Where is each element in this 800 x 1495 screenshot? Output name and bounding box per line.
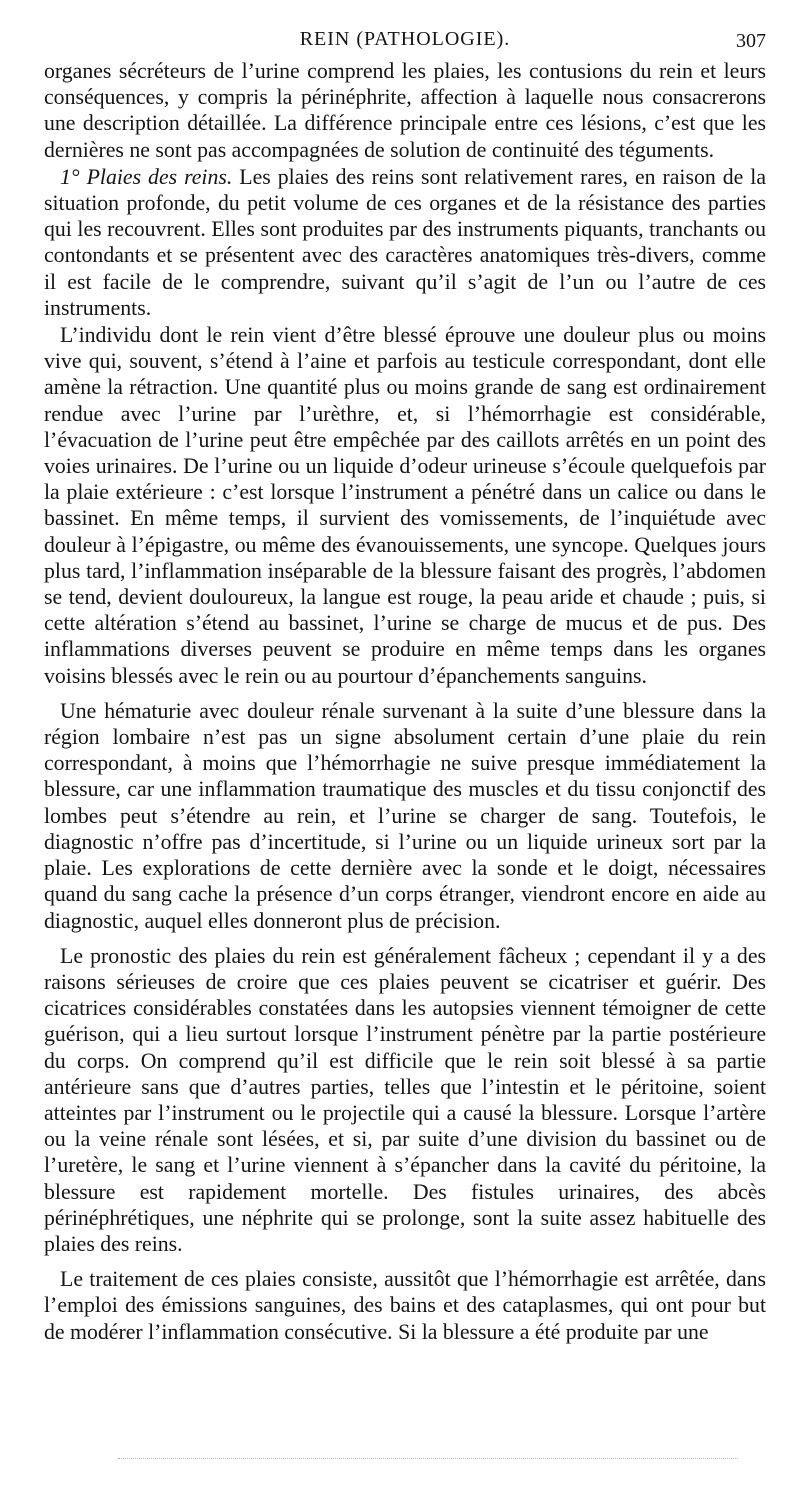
section-title: 1° Plaies des reins. — [60, 164, 233, 189]
page-header — [44, 28, 766, 62]
paragraph-text: organes sécréteurs de l’urine comprend les plaies, les contusions du rein et leurs conséquences, y compris la périnéphrite, affection à laquelle nous consacrerons une description détaillée. La différence principale entre ces lésions, c’est que les dernières ne sont pas accompagnées de solution de continuité des téguments. — [44, 59, 766, 162]
paragraph-text: Le traitement de ces plaies consiste, aussitôt que l’hémorrhagie est arrêtée, dans l’emploi des émissions sanguines, des bains et des cataplasmes, qui ont pour but de modérer l’inflammation consécutive. Si la blessure a été produite par une — [44, 1267, 766, 1344]
running-head: REIN (PATHOLOGIE). — [299, 28, 511, 50]
paragraph-symptoms — [44, 322, 766, 689]
paragraph-text: Les plaies des reins sont relativement rares, en raison de la situation profonde, du petit volume de ces organes et de la résistance des parties qui les recouvrent. Elles sont produites par des instruments piquants, tranchants ou contondants et se présentent avec des caractères anatomiques très-divers, comme il est facile de le comprendre, suivant qu’il s’agit de l’un ou l’autre de ces instruments. — [44, 164, 767, 320]
paragraph-intro-continuation — [44, 58, 766, 163]
page-number: 307 — [736, 30, 766, 52]
page-body — [44, 58, 766, 1345]
paragraph-text: Le pronostic des plaies du rein est généralement fâcheux ; cependant il y a des raisons sérieuses de croire que ces plaies peuvent se cicatriser et guérir. Des cicatrices considérables constatées dans les autopsies viennent témoigner de cette guérison, qui a lieu surtout lorsque l’instrument pénètre par la partie postérieure du corps. On comprend qu’il est difficile que le rein soit blessé à sa partie antérieure sans que d’autres parties, telles que l’intestin et le péritoine, soient atteintes par l’instrument ou le projectile qui a causé la blessure. Lorsque l’artère ou la veine rénale sont lésées, et si, par suite d’une division du bassinet ou de l’uretère, le sang et l’urine viennent à s’épancher dans la cavité du péritoine, la blessure est rapidement mortelle. Des fistules urinaires, des abcès périnéphrétiques, une néphrite qui se prolonge, sont la suite assez habituelle des plaies des reins. — [44, 943, 766, 1256]
paragraph-diagnosis — [44, 698, 766, 934]
paragraph-text: Une hématurie avec douleur rénale survenant à la suite d’une blessure dans la région lombaire n’est pas un signe absolument certain d’une plaie du rein correspondant, à moins que l’hémorrhagie ne suive presque immédiatement la blessure, car une inflammation traumatique des muscles et du tissu conjonctif des lombes peut s’étendre au rein, et l’urine se charger de sang. Toutefois, le diagnostic n’offre pas d’incertitude, si l’urine ou un liquide urineux sort par la plaie. Les explorations de cette dernière avec la sonde et le doigt, nécessaires quand du sang cache la présence d’un corps étranger, viendront encore en aide au diagnostic, auquel elles donneront plus de précision. — [44, 698, 766, 933]
paragraph-text: L’individu dont le rein vient d’être blessé éprouve une douleur plus ou moins vive qui, souvent, s’étend à l’aine et parfois au testicule correspondant, dont elle amène la rétraction. Une quantité plus ou moins grande de sang est ordinairement rendue avec l’urine par l’urèthre, et, si l’hémorrhagie est considérable, l’évacuation de l’urine peut être empêchée par des caillots arrêtés en un point des voies urinaires. De l’urine ou un liquide d’odeur urineuse s’écoule quelquefois par la plaie extérieure : c’est lorsque l’instrument a pénétré dans un calice ou dans le bassinet. En même temps, il survient des vomissements, de l’inquiétude avec douleur à l’épigastre, ou même des évanouissements, une syncope. Quelques jours plus tard, l’inflammation inséparable de la blessure faisant des progrès, l’abdomen se tend, devient douloureux, la langue est rouge, la peau aride et chaude ; puis, si cette altération s’étend au bassinet, l’urine se charge de mucus et de pus. Des inflammations diverses peuvent se produire en même temps dans les organes voisins blessés avec le rein ou au pourtour d’épanchements sanguins. — [44, 323, 766, 688]
paragraph-plaies-des-reins — [44, 164, 766, 321]
paragraph-treatment — [44, 1266, 766, 1345]
footer-divider — [118, 1458, 738, 1459]
paragraph-prognosis — [44, 943, 766, 1257]
